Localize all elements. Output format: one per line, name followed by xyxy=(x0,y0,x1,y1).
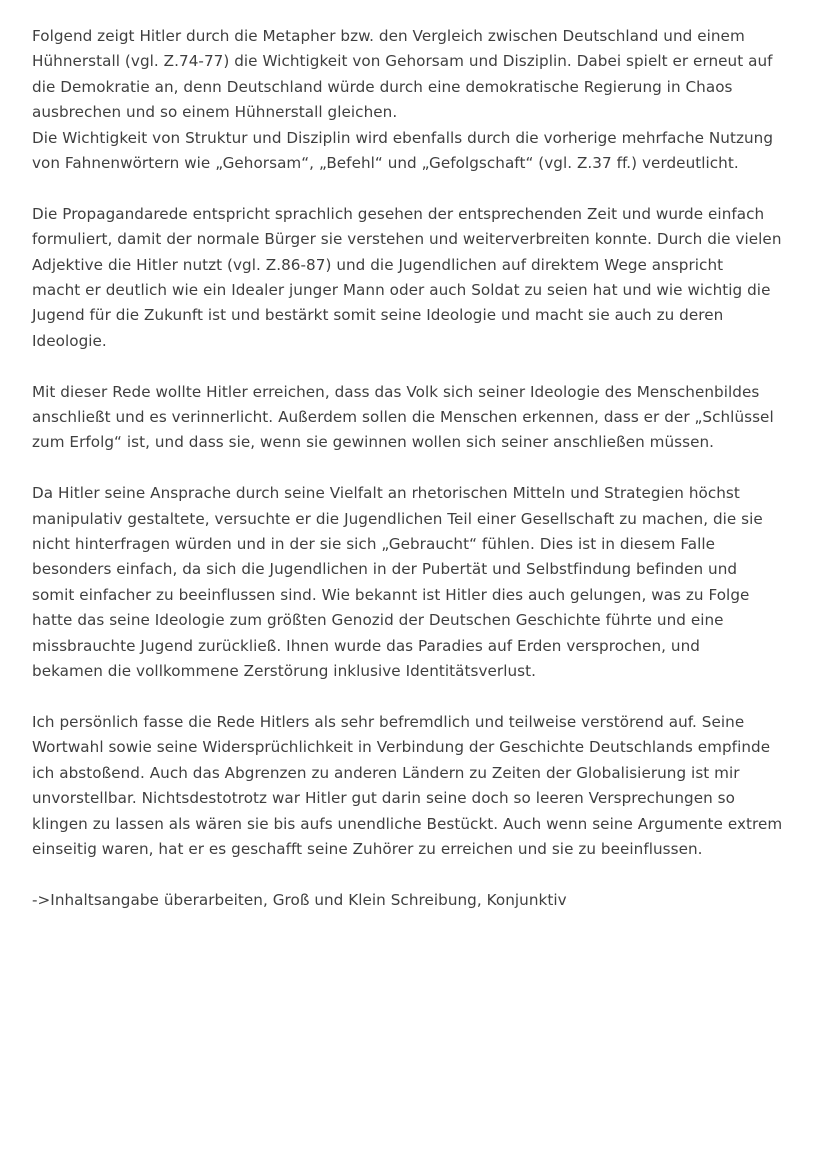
text-line: Adjektive die Hitler nutzt (vgl. Z.86-87) und die Jugendlichen auf direktem Wege anspricht xyxy=(32,255,724,274)
text-line: klingen zu lassen als wären sie bis aufs unendliche Bestückt. Auch wenn seine Argumente extrem xyxy=(32,814,783,833)
text-line: Jugend für die Zukunft ist und bestärkt somit seine Ideologie und macht sie auch zu deren xyxy=(32,306,724,325)
text-line: ich abstoßend. Auch das Abgrenzen zu anderen Ländern zu Zeiten der Globalisierung ist mir xyxy=(32,763,740,782)
revision-note: ->Inhaltsangabe überarbeiten, Groß und Klein Schreibung, Konjunktiv xyxy=(32,890,567,909)
text-line: zum Erfolg“ ist, und dass sie, wenn sie gewinnen wollen sich seiner anschließen müssen. xyxy=(32,433,715,452)
text-line: die Demokratie an, denn Deutschland würde durch eine demokratische Regierung in Chaos xyxy=(32,77,733,96)
text-line: unvorstellbar. Nichtsdestotrotz war Hitler gut darin seine doch so leeren Versprechungen so xyxy=(32,789,735,808)
text-line: Wortwahl sowie seine Widersprüchlichkeit in Verbindung der Geschichte Deutschlands empfinde xyxy=(32,738,771,757)
text-line: nicht hinterfragen würden und in der sie sich „Gebraucht“ fühlen. Dies ist in diesem Falle xyxy=(32,535,716,554)
document-page xyxy=(32,24,802,913)
text-line: somit einfacher zu beeinflussen sind. Wie bekannt ist Hitler dies auch gelungen, was zu Folge xyxy=(32,585,750,604)
text-line: anschließt und es verinnerlicht. Außerdem sollen die Menschen erkennen, dass er der „Schlüssel xyxy=(32,408,774,427)
text-line: Hühnerstall (vgl. Z.74-77) die Wichtigkeit von Gehorsam und Disziplin. Dabei spielt er erneut auf xyxy=(32,52,773,71)
text-line: formuliert, damit der normale Bürger sie verstehen und weiterverbreiten konnte. Durch die vielen xyxy=(32,230,782,249)
text-line: einseitig waren, hat er es geschafft seine Zuhörer zu erreichen und sie zu beeinflussen. xyxy=(32,839,703,858)
text-line: von Fahnenwörtern wie „Gehorsam“, „Befehl“ und „Gefolgschaft“ (vgl. Z.37 ff.) verdeutlicht. xyxy=(32,154,739,173)
text-line: Mit dieser Rede wollte Hitler erreichen, dass das Volk sich seiner Ideologie des Menschenbildes xyxy=(32,382,760,401)
text-line: Die Wichtigkeit von Struktur und Disziplin wird ebenfalls durch die vorherige mehrfache Nutzung xyxy=(32,128,774,147)
paragraph-metaphor xyxy=(32,24,802,176)
text-line: Ich persönlich fasse die Rede Hitlers als sehr befremdlich und teilweise verstörend auf. Seine xyxy=(32,712,745,731)
text-line: hatte das seine Ideologie zum größten Genozid der Deutschen Geschichte führte und eine xyxy=(32,611,724,630)
text-line: Da Hitler seine Ansprache durch seine Vielfalt an rhetorischen Mitteln und Strategien höchst xyxy=(32,484,740,503)
text-line: Folgend zeigt Hitler durch die Metapher bzw. den Vergleich zwischen Deutschland und einem xyxy=(32,27,745,45)
paragraph-language xyxy=(32,202,802,354)
text-line: macht er deutlich wie ein Idealer junger Mann oder auch Soldat zu seien hat und wie wichtig die xyxy=(32,281,771,300)
text-line: Die Propagandarede entspricht sprachlich gesehen der entsprechenden Zeit und wurde einfach xyxy=(32,204,765,223)
paragraph-personal-opinion xyxy=(32,710,802,862)
text-line: manipulativ gestaltete, versuchte er die Jugendlichen Teil einer Gesellschaft zu machen, die sie xyxy=(32,509,763,528)
text-line: ausbrechen und so einem Hühnerstall gleichen. xyxy=(32,103,398,122)
text-line: besonders einfach, da sich die Jugendlichen in der Pubertät und Selbstfindung befinden und xyxy=(32,560,738,579)
paragraph-manipulation xyxy=(32,481,802,684)
paragraph-intention xyxy=(32,380,802,456)
text-line: Ideologie. xyxy=(32,331,107,350)
text-line: missbrauchte Jugend zurückließ. Ihnen wurde das Paradies auf Erden versprochen, und xyxy=(32,636,700,655)
text-line: bekamen die vollkommene Zerstörung inklusive Identitätsverlust. xyxy=(32,662,536,681)
